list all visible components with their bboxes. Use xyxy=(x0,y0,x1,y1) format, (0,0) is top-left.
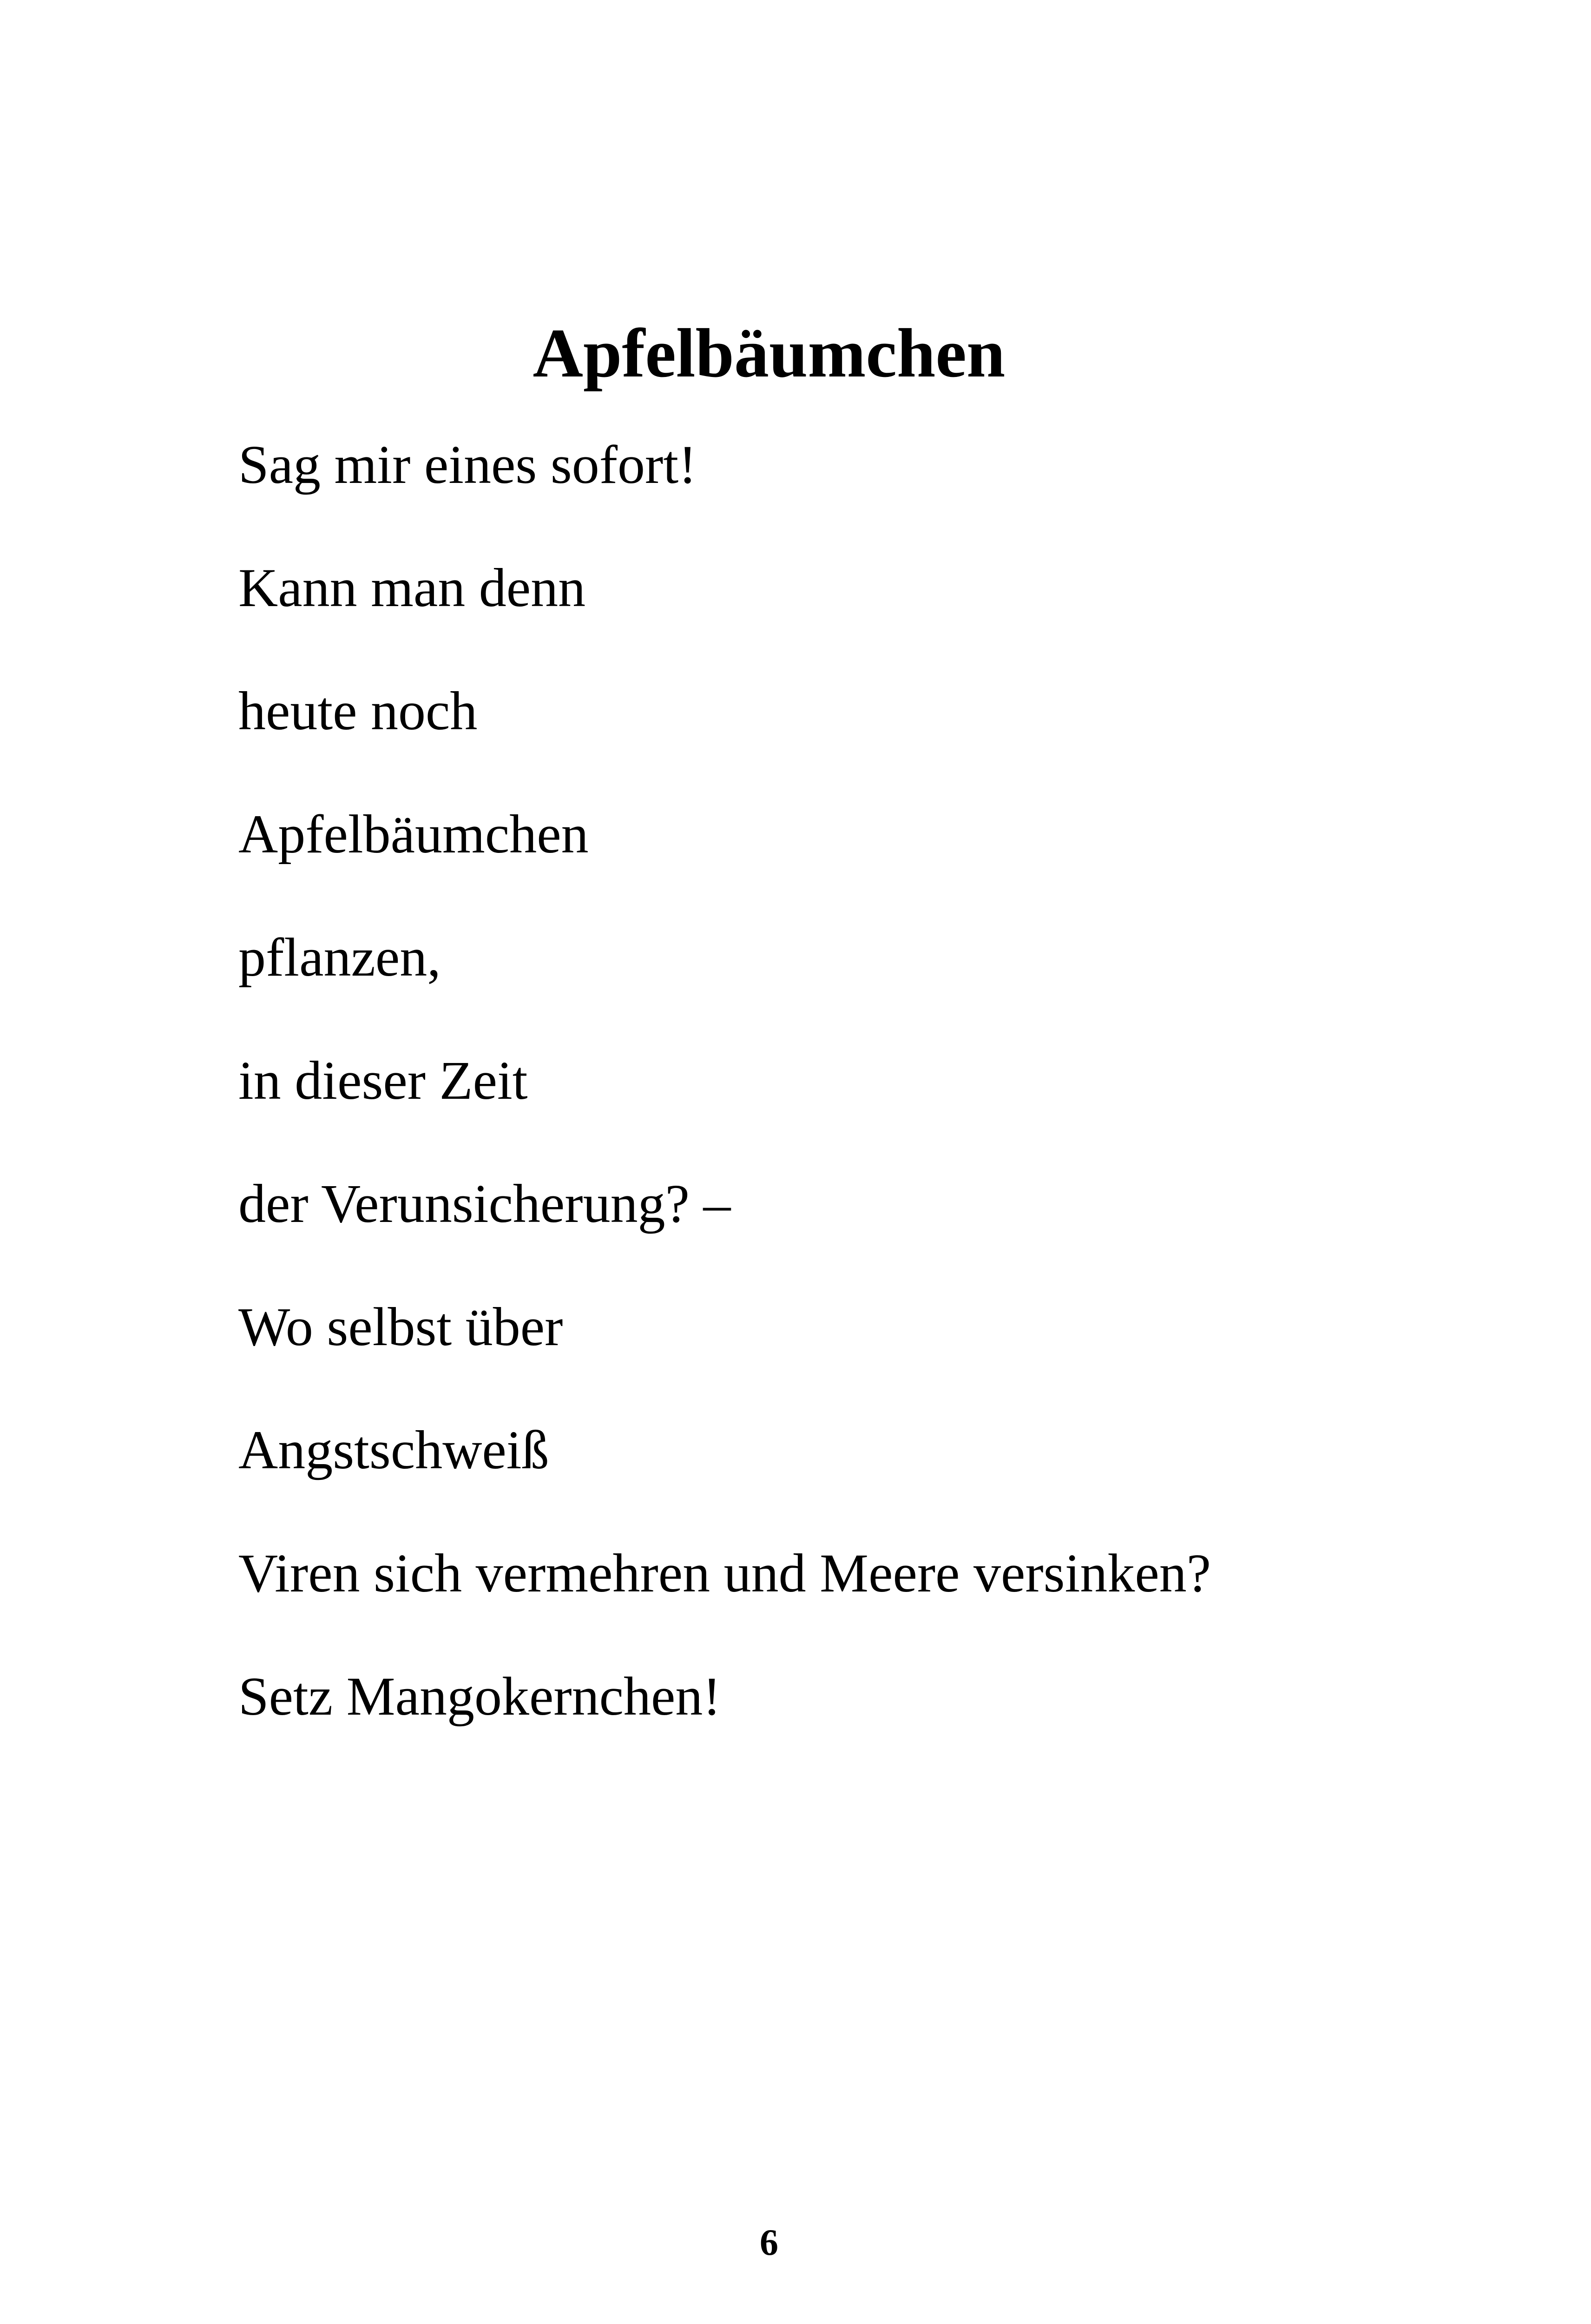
poem-line: Wo selbst über xyxy=(238,1296,563,1357)
poem-line: pflanzen, xyxy=(238,927,441,988)
poem-line: heute noch xyxy=(238,680,478,741)
poem-body xyxy=(238,432,1211,1787)
poem-line: der Verunsicherung? – xyxy=(238,1173,731,1234)
poem-line: Viren sich vermehren und Meere versinken? xyxy=(238,1543,1211,1604)
poem-line: Kann man denn xyxy=(238,557,586,618)
poem-title: Apfelbäumchen xyxy=(533,315,1006,392)
poem-line: Setz Mangokernchen! xyxy=(238,1666,721,1727)
poem-line: in dieser Zeit xyxy=(238,1050,528,1111)
poem-line: Apfelbäumchen xyxy=(238,804,589,865)
page-number: 6 xyxy=(760,2222,778,2263)
poem-line: Sag mir eines sofort! xyxy=(238,434,697,495)
poem-line: Angstschweiß xyxy=(238,1419,549,1480)
